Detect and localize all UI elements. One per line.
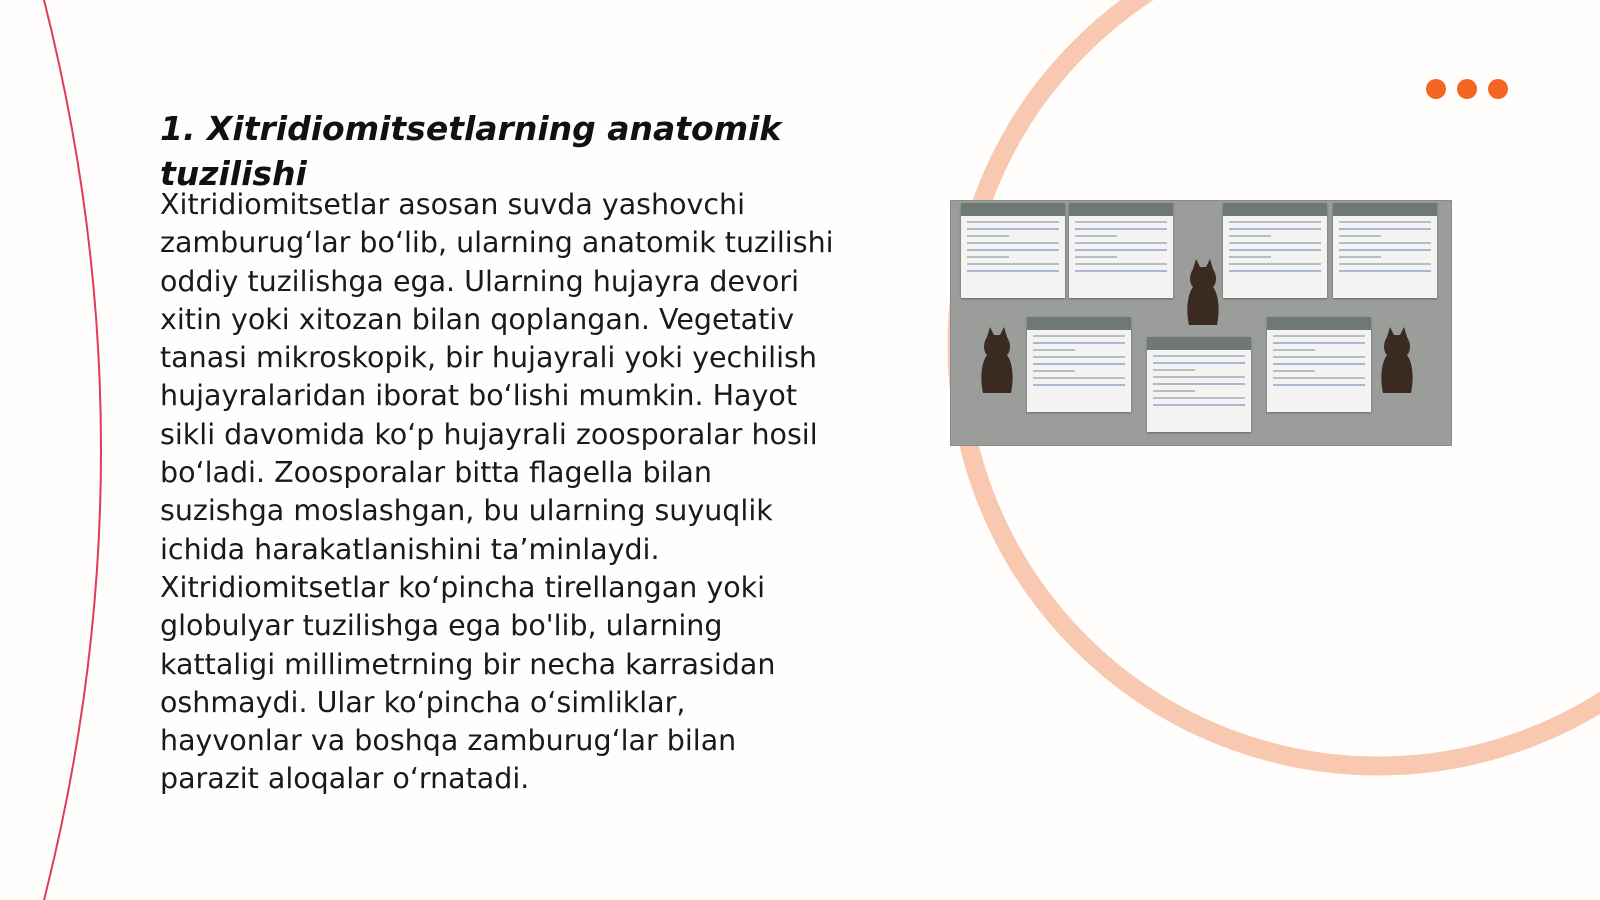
dot-2: [1457, 79, 1477, 99]
figure-card: [1147, 337, 1251, 432]
figure-card: [1333, 203, 1437, 298]
dot-1: [1426, 79, 1446, 99]
slide-title: 1. Xitridiomitsetlarning anatomik tuzilishi: [160, 109, 782, 193]
cat-figure: [1185, 259, 1221, 329]
figure-card: [1027, 317, 1131, 412]
left-red-curve: [44, 0, 101, 900]
figure-card: [1267, 317, 1371, 412]
illustration-image: [950, 200, 1452, 446]
figure-card: [961, 203, 1065, 298]
figure-card: [1069, 203, 1173, 298]
cat-figure: [979, 327, 1015, 397]
dot-3: [1488, 79, 1508, 99]
cat-figure: [1379, 327, 1415, 397]
figure-card: [1223, 203, 1327, 298]
slide-body-text: Xitridiomitsetlar asosan suvda yashovchi zamburug‘lar bo‘lib, ularning anatomik tuzilishi oddiy tuzilishga ega. Ularning hujayra devori xitin yoki xitozan bilan qoplangan. Vegetativ tanasi mikroskopik, bir hujayrali yoki yechilish hujayralaridan iborat bo‘lishi mumkin. Hayot sikli davomida ko‘p hujayrali zoosporalar hosil bo‘ladi. Zoosporalar bitta flagella bilan suzishga moslashgan, bu ularning suyuqlik ichida harakatlanishini ta’minlaydi. Xitridiomitsetlar ko‘pincha tirellangan yoki globulyar tuzilishga ega bo'lib, ularning kattaligi millimetrning bir necha karrasidan oshmaydi. Ular ko‘pincha o‘simliklar, hayvonlar va boshqa zamburug‘lar bilan parazit aloqalar o‘rnatadi.: [160, 188, 834, 796]
three-dots-icon: [1426, 79, 1508, 99]
